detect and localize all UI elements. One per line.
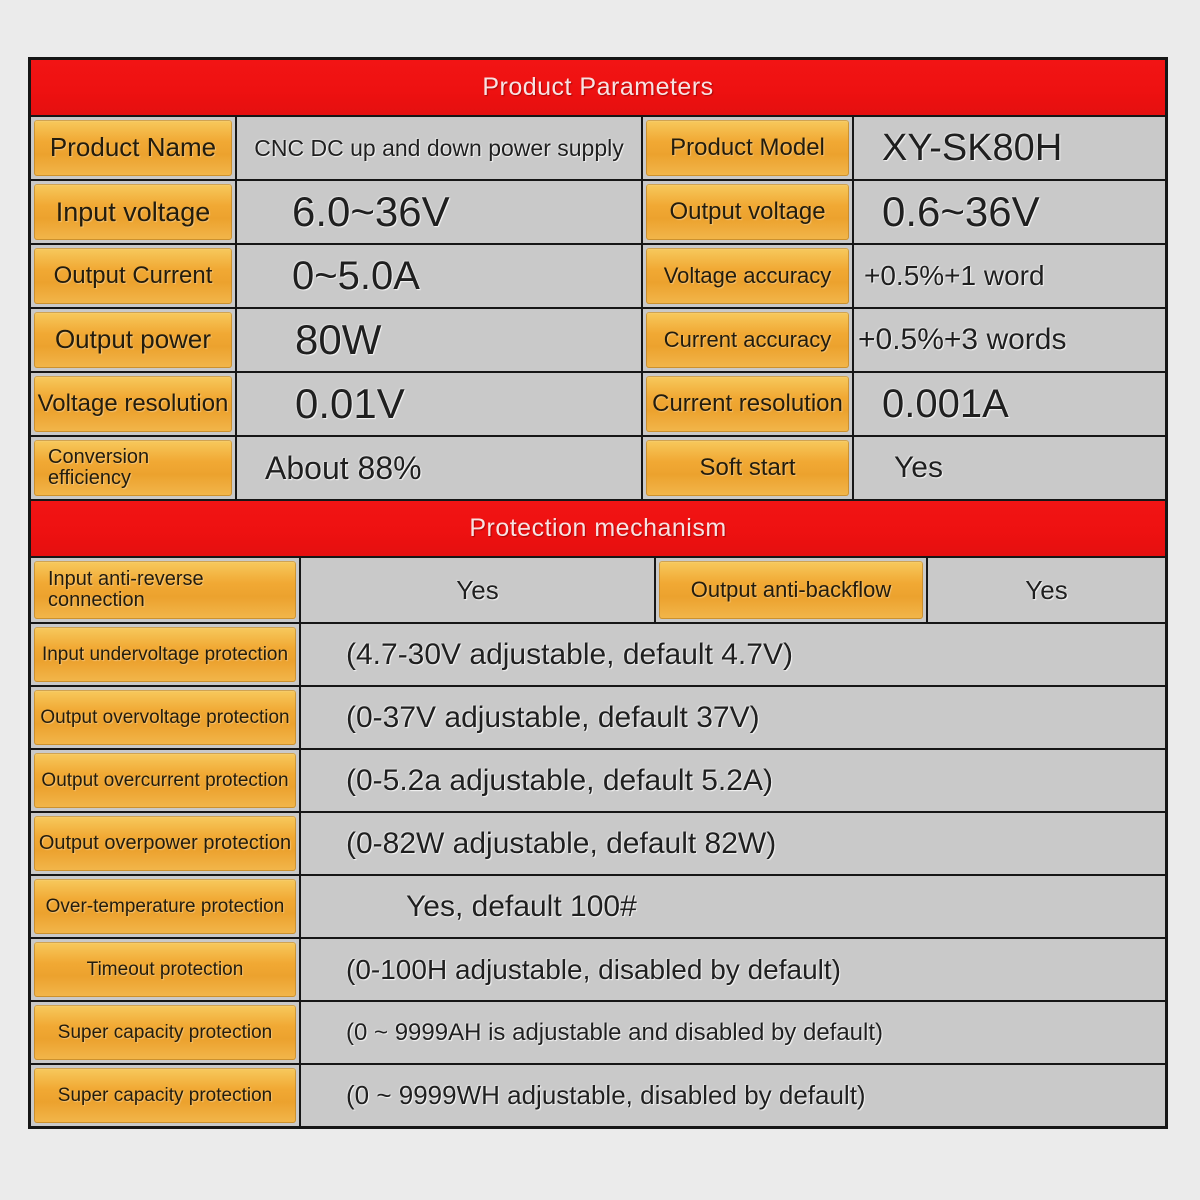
value-cell-input-undervoltage: (4.7-30V adjustable, default 4.7V) <box>301 624 1165 685</box>
label-cell-input-voltage <box>31 181 235 243</box>
value-cell-super-capacity-wh: (0 ~ 9999WH adjustable, disabled by default) <box>301 1065 1165 1126</box>
input-undervoltage-label: Input undervoltage protection <box>34 627 296 682</box>
output-overpower-label: Output overpower protection <box>34 816 296 871</box>
value-cell-output-overpower: (0-82W adjustable, default 82W) <box>301 813 1165 874</box>
value-cell-soft-start: Yes <box>854 437 1165 499</box>
label-cell-product-model <box>643 117 852 179</box>
label-cell-output-current <box>31 245 235 307</box>
product-parameters-title: Product Parameters <box>482 73 714 101</box>
label-cell-soft-start <box>643 437 852 499</box>
value-cell-product-name: CNC DC up and down power supply <box>237 117 641 179</box>
value-cell-over-temperature: Yes, default 100# <box>301 876 1165 937</box>
input-voltage-label: Input voltage <box>34 184 232 240</box>
super-capacity-wh-label: Super capacity protection <box>34 1068 296 1123</box>
output-voltage-label: Output voltage <box>646 184 849 240</box>
value-cell-voltage-resolution: 0.01V <box>237 373 641 435</box>
product-parameters-header <box>31 60 1165 115</box>
label-cell-input-undervoltage <box>31 624 299 685</box>
value-cell-conversion-efficiency: About 88% <box>237 437 641 499</box>
value-cell-output-current: 0~5.0A <box>237 245 641 307</box>
output-current-label: Output Current <box>34 248 232 304</box>
label-cell-voltage-resolution <box>31 373 235 435</box>
value-cell-current-resolution: 0.001A <box>854 373 1165 435</box>
label-cell-conversion-efficiency <box>31 437 235 499</box>
protection-grid-top <box>31 558 1165 622</box>
output-anti-backflow-label: Output anti-backflow <box>659 561 923 619</box>
value-cell-output-overvoltage: (0-37V adjustable, default 37V) <box>301 687 1165 748</box>
label-cell-voltage-accuracy <box>643 245 852 307</box>
value-cell-output-anti-backflow: Yes <box>928 558 1165 622</box>
super-capacity-ah-label: Super capacity protection <box>34 1005 296 1060</box>
output-overcurrent-label: Output overcurrent protection <box>34 753 296 808</box>
product-name-label: Product Name <box>34 120 232 176</box>
value-cell-product-model: XY-SK80H <box>854 117 1165 179</box>
voltage-accuracy-label: Voltage accuracy <box>646 248 849 304</box>
label-cell-output-overcurrent <box>31 750 299 811</box>
value-cell-super-capacity-ah: (0 ~ 9999AH is adjustable and disabled by default) <box>301 1002 1165 1063</box>
label-cell-output-overpower <box>31 813 299 874</box>
label-cell-output-voltage <box>643 181 852 243</box>
value-cell-input-anti-reverse: Yes <box>301 558 654 622</box>
value-cell-current-accuracy: +0.5%+3 words <box>854 309 1165 371</box>
conversion-efficiency-label: Conversion efficiency <box>48 446 150 489</box>
soft-start-label: Soft start <box>646 440 849 496</box>
protection-grid <box>31 624 1165 1126</box>
label-cell-over-temperature <box>31 876 299 937</box>
timeout-protection-label: Timeout protection <box>34 942 296 997</box>
value-cell-input-voltage: 6.0~36V <box>237 181 641 243</box>
value-cell-timeout: (0-100H adjustable, disabled by default) <box>301 939 1165 1000</box>
protection-mechanism-title: Protection mechanism <box>469 514 727 542</box>
label-cell-super-capacity-wh <box>31 1065 299 1126</box>
protection-mechanism-header <box>31 501 1165 556</box>
label-cell-product-name <box>31 117 235 179</box>
label-cell-current-accuracy <box>643 309 852 371</box>
label-cell-input-anti-reverse <box>31 558 299 622</box>
output-overvoltage-label: Output overvoltage protection <box>34 690 296 745</box>
label-cell-output-power <box>31 309 235 371</box>
label-cell-timeout <box>31 939 299 1000</box>
label-cell-super-capacity-ah <box>31 1002 299 1063</box>
spec-table <box>28 57 1168 1129</box>
over-temperature-label: Over-temperature protection <box>34 879 296 934</box>
current-resolution-label: Current resolution <box>646 376 849 432</box>
output-power-label: Output power <box>34 312 232 368</box>
voltage-resolution-label: Voltage resolution <box>34 376 232 432</box>
value-cell-output-overcurrent: (0-5.2a adjustable, default 5.2A) <box>301 750 1165 811</box>
input-anti-reverse-label: Input anti-reverse connection <box>48 568 204 611</box>
label-cell-current-resolution <box>643 373 852 435</box>
product-model-label: Product Model <box>646 120 849 176</box>
current-accuracy-label: Current accuracy <box>646 312 849 368</box>
product-parameters-grid <box>31 117 1165 499</box>
label-cell-output-overvoltage <box>31 687 299 748</box>
label-cell-output-anti-backflow <box>656 558 926 622</box>
value-cell-voltage-accuracy: +0.5%+1 word <box>854 245 1165 307</box>
value-cell-output-power: 80W <box>237 309 641 371</box>
value-cell-output-voltage: 0.6~36V <box>854 181 1165 243</box>
